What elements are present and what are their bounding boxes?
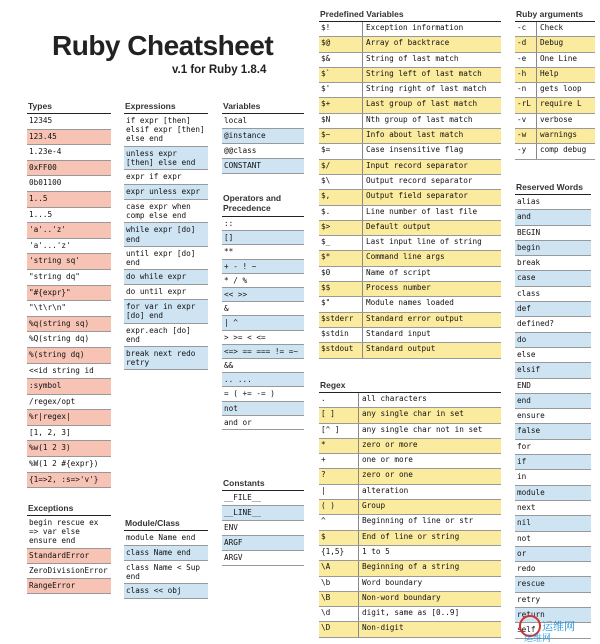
operators-item: + - ! ~: [222, 260, 304, 274]
predefined-row-desc: Last input line of string: [366, 237, 482, 247]
predefined-row: [319, 251, 501, 266]
exceptions-item: ZeroDivisionError: [27, 564, 111, 579]
variables-item: local: [222, 114, 304, 129]
reserved-word: for: [515, 440, 591, 455]
predefined-row: [319, 190, 501, 205]
types-item: %w(1 2 3): [27, 441, 111, 457]
expressions-item: expr unless expr: [124, 185, 208, 200]
regex-row: [319, 469, 501, 484]
operators-item: > >= < <=: [222, 331, 304, 345]
predefined-row-key: $~: [319, 129, 363, 143]
reserved-word: else: [515, 348, 591, 363]
constants-item: ENV: [222, 521, 304, 536]
regex-row: [319, 439, 501, 454]
predefined-row-key: $N: [319, 114, 363, 128]
ruby-args-row: [515, 53, 595, 68]
expressions-heading: Expressions: [125, 101, 176, 111]
regex-row-desc: Beginning of line or str: [362, 516, 474, 526]
reserved-word: or: [515, 547, 591, 562]
operators-item: []: [222, 231, 304, 245]
predefined-row-desc: Exception information: [366, 23, 464, 32]
regex-row-key: \b: [319, 577, 359, 591]
predefined-row-key: $$: [319, 282, 363, 296]
predefined-row-key: $,: [319, 190, 363, 204]
regex-row-desc: all characters: [362, 394, 427, 403]
regex-row-key: [ ]: [319, 408, 359, 422]
regex-row: [319, 622, 501, 637]
exceptions-list: [27, 515, 111, 594]
predefined-row: [319, 282, 501, 297]
reserved-word: defined?: [515, 317, 591, 332]
types-item: "#{expr}": [27, 286, 111, 302]
predefined-row-desc: Case insensitive flag: [366, 145, 464, 155]
regex-table: [319, 392, 501, 638]
regex-row-key: ?: [319, 469, 359, 483]
reserved-word: elsif: [515, 363, 591, 378]
expressions-item: while expr [do] end: [124, 223, 208, 246]
operators-item: &&: [222, 359, 304, 373]
reserved-word: if: [515, 455, 591, 470]
ruby-args-row-key: -rL: [515, 98, 537, 112]
ruby-args-row: [515, 68, 595, 83]
regex-row: [319, 424, 501, 439]
reserved-word: break: [515, 256, 591, 271]
reserved-word: not: [515, 532, 591, 547]
predefined-row-desc: String right of last match: [366, 84, 487, 94]
predefined-row: [319, 37, 501, 52]
ruby-args-row-key: -n: [515, 83, 537, 97]
predefined-row: [319, 129, 501, 144]
types-item: :symbol: [27, 379, 111, 395]
predefined-row-key: $stderr: [319, 313, 363, 327]
types-item: 'a'..'z': [27, 223, 111, 239]
reserved-heading: Reserved Words: [516, 182, 583, 192]
reserved-word: rescue: [515, 577, 591, 592]
regex-row-key: \D: [319, 622, 359, 636]
reserved-word: in: [515, 470, 591, 485]
regex-row-desc: one or more: [362, 455, 413, 465]
operators-item: .. ...: [222, 373, 304, 387]
predefined-row: [319, 313, 501, 328]
variables-item: @instance: [222, 129, 304, 144]
regex-row-key: \d: [319, 607, 359, 621]
regex-row: [319, 408, 501, 423]
predefined-heading: Predefined Variables: [320, 9, 404, 19]
predefined-row-key: $.: [319, 206, 363, 220]
predefined-row-desc: Process number: [366, 283, 431, 293]
types-item: 1..5: [27, 192, 111, 208]
reserved-list: [515, 194, 591, 639]
predefined-row: [319, 114, 501, 129]
ruby-args-row-desc: Check: [540, 23, 564, 32]
module-class-item: class << obj: [124, 584, 208, 599]
predefined-row: [319, 328, 501, 343]
variables-heading: Variables: [223, 101, 261, 111]
regex-row: [319, 515, 501, 530]
types-item: [1, 2, 3]: [27, 426, 111, 442]
expressions-item: do while expr: [124, 270, 208, 285]
operators-item: << >>: [222, 288, 304, 302]
constants-item: __LINE__: [222, 506, 304, 521]
operators-item: ::: [222, 217, 304, 231]
predefined-row-desc: Standard error output: [366, 313, 464, 323]
module-class-item: module Name end: [124, 531, 208, 546]
regex-row: [319, 592, 501, 607]
predefined-row: [319, 83, 501, 98]
exceptions-item: StandardError: [27, 549, 111, 564]
reserved-word: nil: [515, 516, 591, 531]
regex-row: [319, 500, 501, 515]
svg-text:运维网: 运维网: [524, 634, 552, 644]
constants-item: __FILE__: [222, 491, 304, 506]
types-heading: Types: [28, 101, 52, 111]
expressions-item: until expr [do] end: [124, 247, 208, 270]
regex-row-key: .: [319, 393, 359, 407]
regex-row-key: $: [319, 531, 359, 545]
types-item: 12345: [27, 114, 111, 130]
predefined-row-key: $+: [319, 98, 363, 112]
regex-heading: Regex: [320, 380, 346, 390]
ruby-args-row-desc: verbose: [540, 114, 573, 124]
predefined-row-desc: Output field separator: [366, 191, 468, 201]
predefined-row: [319, 221, 501, 236]
ruby-args-row-desc: warnings: [540, 130, 578, 140]
regex-row-desc: digit, same as [0..9]: [362, 608, 460, 618]
predefined-row-key: $\: [319, 175, 363, 189]
predefined-row-desc: String of last match: [366, 53, 459, 63]
regex-row-desc: Beginning of a string: [362, 562, 460, 572]
predefined-row: [319, 236, 501, 251]
expressions-item: case expr when comp else end: [124, 200, 208, 223]
reserved-word: alias: [515, 195, 591, 210]
reserved-word: and: [515, 210, 591, 225]
regex-row: [319, 393, 501, 408]
regex-row-key: \B: [319, 592, 359, 606]
types-item: 0xFF00: [27, 161, 111, 177]
reserved-word: BEGIN: [515, 226, 591, 241]
regex-row-desc: zero or one: [362, 470, 413, 480]
predefined-row-key: $stdout: [319, 343, 363, 357]
types-item: 1.23e-4: [27, 145, 111, 161]
regex-row-key: |: [319, 485, 359, 499]
reserved-word: next: [515, 501, 591, 516]
types-item: %r|regex|: [27, 410, 111, 426]
reserved-word: module: [515, 486, 591, 501]
expressions-list: [124, 113, 208, 370]
reserved-word: def: [515, 302, 591, 317]
types-item: 'string sq': [27, 254, 111, 270]
types-item: "\t\r\n": [27, 301, 111, 317]
predefined-row-desc: Input record separator: [366, 160, 468, 170]
module-class-list: [124, 530, 208, 599]
regex-row-desc: any single char not in set: [362, 424, 483, 434]
regex-row: [319, 561, 501, 576]
predefined-row-desc: String left of last match: [366, 68, 482, 78]
variables-item: @@class: [222, 144, 304, 159]
ruby-args-row-key: -w: [515, 129, 537, 143]
regex-row-desc: Non-digit: [362, 623, 404, 633]
regex-row: [319, 454, 501, 469]
reserved-word: begin: [515, 241, 591, 256]
ruby-args-row-key: -d: [515, 37, 537, 51]
predefined-row-desc: Module names loaded: [366, 298, 454, 308]
regex-row-desc: Group: [362, 501, 386, 511]
regex-row-key: ^: [319, 515, 359, 529]
regex-row-key: *: [319, 439, 359, 453]
ruby-args-row-key: -c: [515, 22, 537, 36]
ruby-args-row-desc: Help: [540, 68, 559, 78]
types-item: 0b01100: [27, 176, 111, 192]
types-item: %q(string sq): [27, 317, 111, 333]
predefined-row-key: $!: [319, 22, 363, 36]
operators-item: | ^: [222, 316, 304, 330]
regex-row-desc: Non-word boundary: [362, 592, 441, 602]
reserved-word: case: [515, 271, 591, 286]
types-item: <<id string id: [27, 364, 111, 380]
expressions-item: do until expr: [124, 285, 208, 300]
predefined-row: [319, 22, 501, 37]
regex-row-desc: 1 to 5: [362, 546, 390, 556]
predefined-row-key: $=: [319, 144, 363, 158]
ruby-args-row-desc: require L: [540, 99, 582, 109]
regex-row-desc: any single char in set: [362, 409, 464, 419]
predefined-row: [319, 68, 501, 83]
constants-list: [222, 490, 304, 566]
types-item: /regex/opt: [27, 395, 111, 411]
types-item: 'a'...'z': [27, 239, 111, 255]
predefined-row-desc: Standard input: [366, 328, 431, 338]
page-title: Ruby Cheatsheet: [52, 30, 274, 61]
ruby-args-row-key: -h: [515, 68, 537, 82]
reserved-word: redo: [515, 562, 591, 577]
predefined-row: [319, 267, 501, 282]
types-item: "string dq": [27, 270, 111, 286]
expressions-item: expr if expr: [124, 170, 208, 185]
regex-row-desc: zero or more: [362, 439, 418, 449]
ruby-args-row: [515, 144, 595, 159]
variables-list: [222, 113, 304, 174]
types-item: %Q(string dq): [27, 332, 111, 348]
ruby-args-row: [515, 98, 595, 113]
predefined-row-key: $": [319, 297, 363, 311]
predefined-row: [319, 297, 501, 312]
operators-item: &: [222, 302, 304, 316]
predefined-row: [319, 206, 501, 221]
regex-row: [319, 607, 501, 622]
predefined-row-key: $>: [319, 221, 363, 235]
reserved-word: false: [515, 424, 591, 439]
operators-item: <=> == === != =~: [222, 345, 304, 359]
regex-row-key: ( ): [319, 500, 359, 514]
reserved-word: retry: [515, 593, 591, 608]
predefined-row-key: $/: [319, 160, 363, 174]
expressions-item: for var in expr [do] end: [124, 300, 208, 323]
types-item: %(string dq): [27, 348, 111, 364]
operators-item: * / %: [222, 274, 304, 288]
predefined-row: [319, 144, 501, 159]
predefined-row-desc: Line number of last file: [366, 206, 478, 216]
regex-row-key: +: [319, 454, 359, 468]
ruby-args-row: [515, 22, 595, 37]
predefined-row-key: $stdin: [319, 328, 363, 342]
predefined-row-key: $0: [319, 267, 363, 281]
predefined-row-key: $_: [319, 236, 363, 250]
constants-item: ARGV: [222, 551, 304, 566]
reserved-word: class: [515, 287, 591, 302]
ruby-args-row-desc: gets loop: [540, 84, 582, 94]
reserved-word: ensure: [515, 409, 591, 424]
regex-row: [319, 546, 501, 561]
regex-row-key: \A: [319, 561, 359, 575]
regex-row-key: {1,5}: [319, 546, 359, 560]
predefined-row: [319, 175, 501, 190]
predefined-row-key: $&: [319, 53, 363, 67]
module-class-heading: Module/Class: [125, 518, 180, 528]
svg-text:运维网: 运维网: [542, 620, 575, 633]
operators-list: [222, 216, 304, 430]
operators-item: **: [222, 245, 304, 259]
constants-item: ARGF: [222, 536, 304, 551]
regex-row-desc: Word boundary: [362, 577, 423, 587]
operators-heading: Operators and Precedence: [223, 193, 282, 213]
exceptions-item: begin rescue ex => var else ensure end: [27, 516, 111, 549]
predefined-row-desc: Array of backtrace: [366, 38, 450, 48]
predefined-row-key: $': [319, 83, 363, 97]
expressions-item: expr.each [do] end: [124, 324, 208, 347]
types-list: [27, 113, 111, 488]
ruby-args-row-key: -v: [515, 114, 537, 128]
ruby-args-row-key: -y: [515, 144, 537, 158]
regex-row-key: [^ ]: [319, 424, 359, 438]
constants-heading: Constants: [223, 478, 265, 488]
predefined-row-desc: Standard output: [366, 344, 436, 354]
expressions-item: unless expr [then] else end: [124, 147, 208, 170]
variables-item: CONSTANT: [222, 159, 304, 174]
watermark-logo: [510, 612, 600, 644]
predefined-row: [319, 53, 501, 68]
operators-item: not: [222, 402, 304, 416]
module-class-item: class Name < Sup end: [124, 561, 208, 584]
ruby-args-row-desc: One Line: [540, 53, 578, 63]
regex-row-desc: End of line or string: [362, 531, 460, 541]
predefined-row-desc: Info about last match: [366, 130, 464, 140]
exceptions-item: RangeError: [27, 579, 111, 594]
predefined-table: [319, 21, 501, 359]
ruby-args-row-key: -e: [515, 53, 537, 67]
predefined-row-desc: Last group of last match: [366, 99, 478, 109]
types-item: %W(1 2 #{expr}): [27, 457, 111, 473]
predefined-row-desc: Name of script: [366, 267, 431, 277]
reserved-word: return: [515, 608, 591, 623]
regex-row: [319, 485, 501, 500]
ruby-args-row-desc: Debug: [540, 38, 564, 48]
predefined-row-desc: Command line args: [366, 252, 445, 262]
exceptions-heading: Exceptions: [28, 503, 74, 513]
operators-item: = ( += -= ): [222, 387, 304, 401]
predefined-row-key: $`: [319, 68, 363, 82]
ruby-args-table: [515, 21, 595, 160]
ruby-args-row: [515, 37, 595, 52]
ruby-args-row: [515, 83, 595, 98]
regex-row: [319, 531, 501, 546]
predefined-row: [319, 160, 501, 175]
predefined-row-desc: Nth group of last match: [366, 114, 473, 124]
predefined-row-key: $@: [319, 37, 363, 51]
reserved-word: END: [515, 379, 591, 394]
operators-item: and or: [222, 416, 304, 430]
types-item: {1=>2, :s=>'v'}: [27, 473, 111, 489]
ruby-args-heading: Ruby arguments: [516, 9, 584, 19]
regex-row-desc: alteration: [362, 485, 409, 495]
predefined-row-key: $*: [319, 251, 363, 265]
predefined-row-desc: Output record separator: [366, 175, 473, 185]
predefined-row: [319, 98, 501, 113]
predefined-row: [319, 343, 501, 358]
expressions-item: break next redo retry: [124, 347, 208, 370]
page-subtitle: v.1 for Ruby 1.8.4: [172, 64, 267, 76]
types-item: 123.45: [27, 130, 111, 146]
module-class-item: class Name end: [124, 546, 208, 561]
reserved-word: end: [515, 394, 591, 409]
ruby-args-row: [515, 129, 595, 144]
reserved-word: do: [515, 333, 591, 348]
ruby-args-row-desc: comp debug: [540, 145, 587, 155]
expressions-item: if expr [then] elsif expr [then] else end: [124, 114, 208, 147]
predefined-row-desc: Default output: [366, 221, 431, 231]
reserved-word: self: [515, 623, 591, 638]
types-item: 1...5: [27, 208, 111, 224]
ruby-args-row: [515, 114, 595, 129]
regex-row: [319, 577, 501, 592]
